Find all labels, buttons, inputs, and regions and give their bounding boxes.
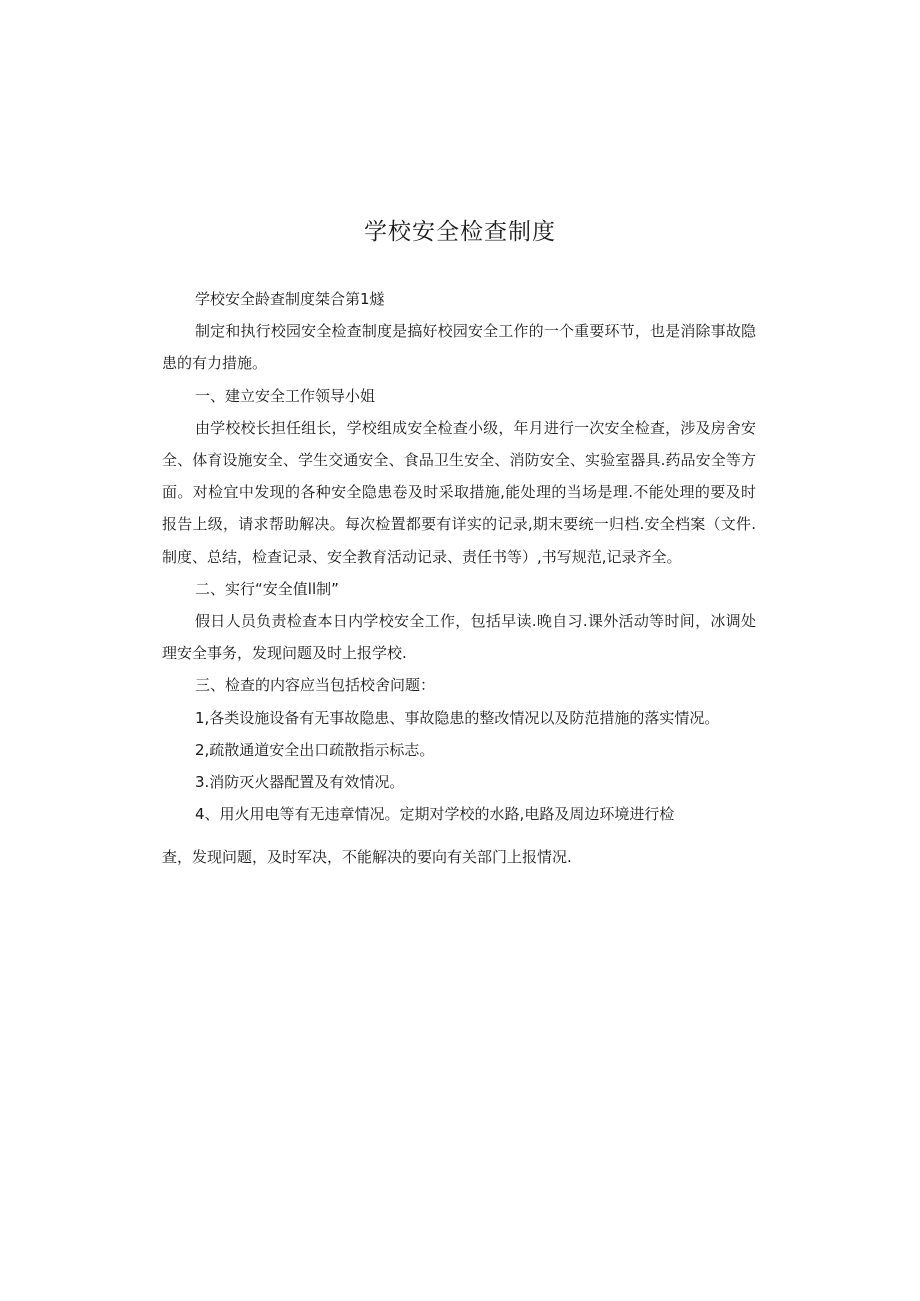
list-item: 2,疏散通道安全出口疏散指示标志。 (195, 740, 435, 759)
section-1-paragraph: 由学校校长担任组长，学校组成安全检查小级，年月进行一次安全检查，涉及房舍安全、体育设施安全、学生交通安全、食品卫生安全、消防安全、实验室器具.药品安全等方面。对检宜中发现的各种安全隐患卷及时采取措施,能处理的当场是理.不能处理的要及时报告上级，请求帮助解决。每次检置都要有详实的记录,期末要统一归档.安全档案（文件.制度、总结，检查记录、安全教育活动记录、责任书等）,书写规范,记录齐全。 (162, 418, 756, 566)
document-title: 学校安全检查制度 (364, 219, 556, 245)
section-2-paragraph: 假日人员负责检查本日内学校安全工作，包括早读.晚自习.课外活动等时间，冰调处理安全事务，发现问题及时上报学校. (162, 612, 756, 663)
section-heading-1: 一、建立安全工作领导小姐 (195, 386, 376, 405)
final-line: 查，发现问题，及时军决，不能解决的要向有关部门上报情况. (162, 848, 572, 867)
list-item: 4、用火用电等有无违章情况。定期对学校的水路,电路及周边环境进行检 (195, 805, 675, 824)
section-heading-2: 二、实行“安全值ll制” (195, 579, 339, 598)
section-heading-3: 三、检查的内容应当包括校舍问题： (195, 676, 436, 695)
document-body (162, 283, 756, 874)
list-item: 3.消防灭火器配置及有效情况。 (195, 773, 405, 792)
subtitle-line: 学校安全龄查制度桀合第1燧 (195, 290, 385, 308)
intro-paragraph: 制定和执行校园安全检查制度是搞好校园安全工作的一个重要环节，也是消除事故隐患的有力措施。 (162, 322, 756, 373)
list-item: 1,各类设施设备有无事故隐患、事故隐患的整改情况以及防范措施的落实情况。 (195, 708, 720, 727)
